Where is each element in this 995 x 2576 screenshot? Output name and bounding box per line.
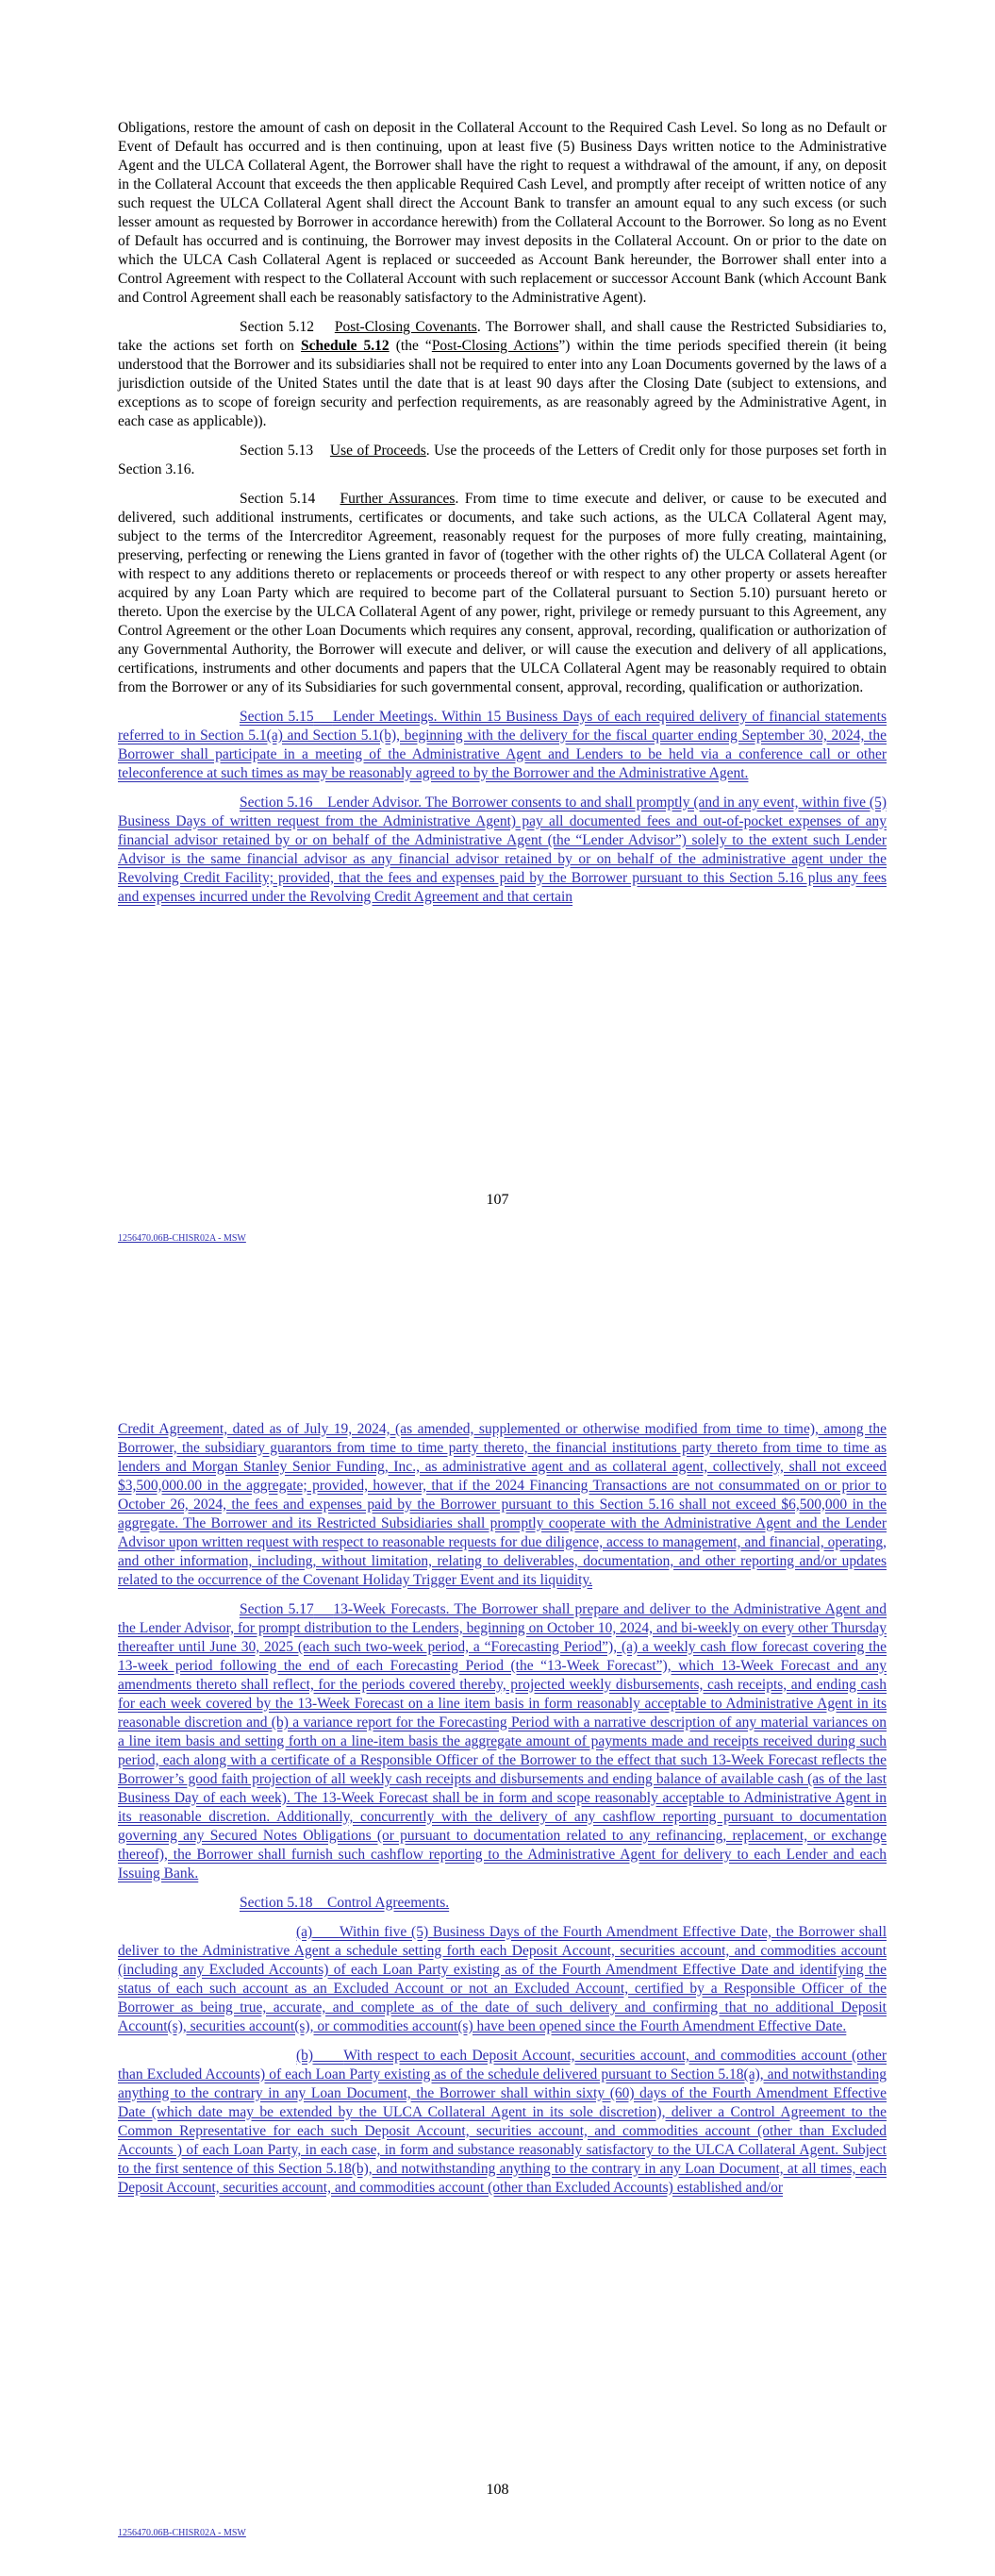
document-footer-id: 1256470.06B-CHISR02A - MSW	[118, 1233, 246, 1244]
page-body	[118, 1420, 887, 2208]
section-5-17-inserted	[118, 1600, 887, 1883]
section-text: ”) within the time periods specified therein (it being understood that the Borrower and its subsidiaries shall not be required to enter into any Loan Documents governed by the laws of a jurisdiction outside of the United States until the date that is at least 90 days after the Closing Date (subject to extensions, and exceptions as to scope of foreign security and perfection requirements, as are reasonably agreed by the Administrative Agent, in each case as applicable)).	[118, 338, 887, 429]
section-number: Section 5.14	[240, 491, 316, 507]
section-5-18-a	[118, 1923, 887, 2036]
section-text: (the “	[389, 338, 432, 354]
clause-text: With respect to each Deposit Account, securities account, and commodities account (other than Excluded Accounts) of each Loan Party existing as of the schedule delivered pursuant to Section 5.18(a), and notwithstanding anything to the contrary in any Loan Document, the Borrower shall within sixty (60) days of the Fourth Amendment Effective Date (which date may be extended by the ULCA Collateral Agent in its sole discretion), deliver a Control Agreement to the Common Representative for each such Deposit Account, securities account, and commodities account (other than Excluded Accounts ) of each Loan Party, in each case, in form and substance reasonably satisfactory to the ULCA Collateral Agent. Subject to the first sentence of this Section 5.18(b), and notwithstanding anything to the contrary in any Loan Document, at all times, each Deposit Account, securities account, and commodities account (other than Excluded Accounts) established and/or	[118, 2048, 887, 2196]
defined-term: Post-Closing Actions	[431, 338, 559, 354]
section-number: Section 5.16	[240, 795, 313, 811]
schedule-reference: Schedule 5.12	[301, 338, 390, 354]
section-5-16-continuation: Credit Agreement, dated as of July 19, 2024, (as amended, supplemented or otherwise modified from time to time), among the Borrower, the subsidiary guarantors from time to time party thereto, the financial institutions party thereto from time to time as lenders and Morgan Stanley Senior Funding, Inc., as administrative agent and as collateral agent, collectively, shall not exceed $3,500,000.00 in the aggregate; provided, however, that if the 2024 Financing Transactions are not consummated on or prior to October 26, 2024, the fees and expenses paid by the Borrower pursuant to this Section 5.16 shall not exceed $6,500,000 in the aggregate. The Borrower and its Restricted Subsidiaries shall promptly cooperate with the Administrative Agent and the Lender Advisor upon written request with respect to reasonable requests for due diligence, access to management, and financial, operating, and other information, including, without limitation, relating to deliverables, documentation, and other reporting and/or updates related to the occurrence of the Covenant Holiday Trigger Event and its liquidity.	[118, 1421, 887, 1588]
paragraph-collateral-account-continuation: Obligations, restore the amount of cash on deposit in the Collateral Account to the Required Cash Level. So long as no Default or Event of Default has occurred and is then continuing, upon at least five (5) Business Days written notice to the Administrative Agent and the ULCA Collateral Agent, the Borrower shall have the right to request a withdrawal of the amount, if any, on deposit in the Collateral Account that exceeds the then applicable Required Cash Level, and promptly after receipt of written notice of any such request the ULCA Collateral Agent shall direct the Account Bank to transfer an amount equal to any such excess (or such lesser amount as requested by Borrower in accordance herewith) from the Collateral Account to the Borrower. So long as no Event of Default has occurred and is continuing, the Borrower may invest deposits in the Collateral Account. On or prior to the date on which the ULCA Cash Collateral Agent is replaced or succeeded as Account Bank hereunder, the Borrower shall enter into a Control Agreement with respect to the Collateral Account with such replacement or successor Account Bank (which Account Bank and Control Agreement shall each be reasonably satisfactory to the Administrative Agent).	[118, 120, 887, 306]
section-5-13	[118, 442, 887, 479]
section-title: Post-Closing Covenants	[334, 319, 477, 335]
section-title: Control Agreements.	[327, 1895, 450, 1911]
section-text: 13-Week Forecasts. The Borrower shall prepare and deliver to the Administrative Agent and the Lender Advisor, for prompt distribution to the Lenders, beginning on October 10, 2024, and bi-weekly on every other Thursday thereafter until June 30, 2025 (each such two-week period, a “Forecasting Period”), (a) a weekly cash flow forecast covering the 13-week period following the end of each Forecasting Period (the “13-Week Forecast”), which 13-Week Forecast and any amendments thereto shall reflect, for the periods covered thereby, projected weekly disbursements, cash receipts, and ending cash for each week covered by the 13-Week Forecast on a line item basis in form reasonably acceptable to Administrative Agent in its reasonable discretion and (b) a variance report for the Forecasting Period with a narrative description of any material variances on a line item basis and setting forth on a line-item basis the aggregate amount of payments made and receipts received during such period, each along with a certificate of a Responsible Officer of the Borrower to the effect that such 13-Week Forecast reflects the Borrower’s good faith projection of all weekly cash receipts and disbursements and ending balance of available cash (as of the last Business Day of each week). The 13-Week Forecast shall be in form and scope reasonably acceptable to Administrative Agent in its reasonable discretion. Additionally, concurrently with the delivery of any cashflow reporting pursuant to documentation governing any Secured Notes Obligations (or pursuant to documentation related to any refinancing, replacement, or exchange thereof), the Borrower shall furnish such cashflow reporting to the Administrative Agent for delivery to each Lender and each Issuing Bank.	[118, 1601, 887, 1882]
clause-text: Within five (5) Business Days of the Fourth Amendment Effective Date, the Borrower shall deliver to the Administrative Agent a schedule setting forth each Deposit Account, securities account, and commodities account (including any Excluded Accounts) of each Loan Party existing as of the Fourth Amendment Effective Date and identifying the status of each such account as an Excluded Account or not an Excluded Account, certified by a Responsible Officer of the Borrower as being true, accurate, and complete as of the date of such delivery and confirming that no additional Deposit Account(s), securities account(s), or commodities account(s) have been opened since the Fourth Amendment Effective Date.	[118, 1924, 887, 2034]
section-text: Lender Advisor. The Borrower consents to and shall promptly (and in any event, within five (5) Business Days of written request from the Administrative Agent) pay all documented fees and out-of-pocket expenses of any financial advisor retained by or on behalf of the Administrative Agent (the “Lender Advisor”) solely to the extent such Lender Advisor is the same financial advisor as any financial advisor retained by or on behalf of the administrative agent under the Revolving Credit Facility; provided, that the fees and expenses paid by the Borrower pursuant to this Section 5.16 plus any fees and expenses incurred under the Revolving Credit Agreement and that certain	[118, 795, 887, 905]
section-number: Section 5.15	[240, 709, 314, 725]
document-footer-id: 1256470.06B-CHISR02A - MSW	[118, 2528, 246, 2538]
page-number: 108	[486, 2482, 509, 2498]
section-number: Section 5.17	[240, 1601, 314, 1617]
section-5-15-inserted	[118, 708, 887, 783]
section-5-18-b	[118, 2047, 887, 2198]
section-5-16-inserted	[118, 794, 887, 907]
section-5-18-heading	[118, 1894, 887, 1913]
section-text: . The Borrower shall, and shall cause the Restricted Subsidiaries to, take the actions set forth on	[118, 319, 887, 354]
section-text: . Use the proceeds of the Letters of Credit only for those purposes set forth in Section 3.16.	[118, 443, 887, 477]
section-5-12	[118, 318, 887, 431]
section-5-14	[118, 490, 887, 697]
section-number: Section 5.13	[240, 443, 314, 459]
clause-label: (b)	[296, 2048, 314, 2064]
page-body	[118, 119, 887, 917]
section-title: Use of Proceeds	[329, 443, 426, 459]
section-number: Section 5.18	[240, 1895, 313, 1911]
section-text: Lender Meetings. Within 15 Business Days of each required delivery of financial statements referred to in Section 5.1(a) and Section 5.1(b), beginning with the delivery for the fiscal quarter ending September 30, 2024, the Borrower shall participate in a meeting of the Administrative Agent and Lenders to be held via a conference call or other teleconference at such times as may be reasonably agreed to by the Borrower and the Administrative Agent.	[118, 709, 887, 781]
clause-label: (a)	[296, 1924, 313, 1940]
section-title: Further Assurances	[340, 491, 456, 507]
section-number: Section 5.12	[240, 319, 315, 335]
document-page-108	[0, 1288, 995, 2576]
section-text: . From time to time execute and deliver, or cause to be executed and delivered, such additional instruments, certificates or documents, and take such actions, as the ULCA Collateral Agent may, subject to the terms of the Intercreditor Agreement, reasonably request for the purposes of more fully creating, maintaining, preserving, perfecting or renewing the Liens granted in favor of (together with the other rights of) the ULCA Collateral Agent (or with respect to any additions thereto or replacements or proceeds thereof or with respect to any other property or assets hereafter acquired by any Loan Party which are required to become part of the Collateral pursuant to Section 5.10) pursuant hereto or thereto. Upon the exercise by the ULCA Collateral Agent of any power, right, privilege or remedy pursuant to this Agreement, any Control Agreement or the other Loan Documents which requires any consent, approval, recording, qualification or authorization of any Governmental Authority, the Borrower will execute and deliver, or will cause the execution and delivery of all applications, certifications, instruments and other documents and papers that the ULCA Collateral Agent may be reasonably required to obtain from the Borrower or any of its Subsidiaries for such governmental consent, approval, recording, qualification or authorization.	[118, 491, 887, 695]
page-number: 107	[486, 1192, 509, 1208]
